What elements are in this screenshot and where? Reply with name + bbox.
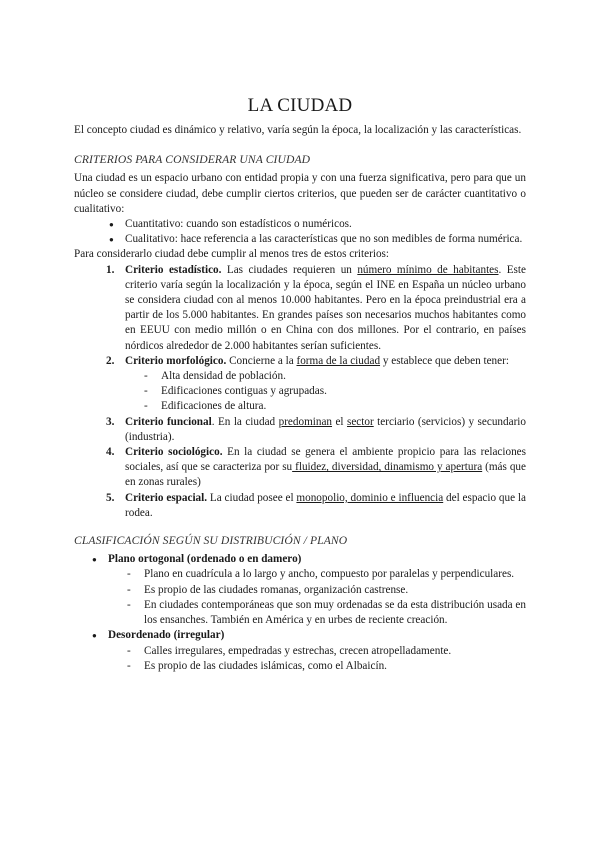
section-heading-clasificacion: CLASIFICACIÓN SEGÚN SU DISTRIBUCIÓN / PLANO (74, 534, 348, 548)
criterios-paragraph: Una ciudad es un espacio urbano con entidad propia y con una fuerza significativa, pero para que un núcleo se considere ciudad, debe cumplir ciertos criterios, que pueden ser de carácter cuantitativo o cualitativo: (74, 172, 526, 215)
criterion-name: Criterio espacial. (125, 491, 208, 504)
criteria-list (74, 263, 526, 521)
criterion-underlined-text: forma de la ciudad (296, 354, 381, 367)
criterion-name: Criterio funcional (125, 415, 212, 428)
criterion-text: En la ciudad se genera el ambiente propicio para las relaciones sociales, así que se caracteriza por su (125, 446, 526, 474)
criterion-sociologico (106, 445, 526, 491)
criterion-text: La ciudad posee el (207, 491, 297, 504)
criterion-underlined-text: número mínimo de habitantes (357, 263, 499, 276)
list-item: - Edificaciones contiguas y agrupadas. (144, 384, 526, 399)
document-title: LA CIUDAD (247, 95, 353, 116)
criterion-number: 1. (106, 263, 115, 276)
section-heading-criterios: CRITERIOS PARA CONSIDERAR UNA CIUDAD (74, 153, 311, 167)
criterion-text: (más que en zonas rurales) (125, 461, 526, 489)
criterion-name: Criterio morfológico. (125, 354, 227, 367)
criterion-text: . Este criterio varía según la localización y la época, según el INE en España un núcleo urbano se considera ciudad con al menos 10.000 habitantes. Pero en la época preindustrial era a partir de los 5.000 habitantes. En grandes países son necesarios muchos habitantes como en EEUU con medio millón o en China con dos millones. Por el contrario, en países nórdicos alrededor de 2.000 habitantes serían suficientes. (125, 263, 526, 352)
list-item: - Edificaciones de altura. (144, 399, 526, 414)
criterion-underlined-text: predominan (278, 415, 333, 428)
ortogonal-sublist (108, 567, 526, 628)
document-page (74, 94, 526, 674)
criterion-underlined-text: sector (346, 415, 374, 428)
list-item: - Alta densidad de población. (144, 369, 526, 384)
criterion-underlined-text: fluidez, diversidad, dinamismo y apertura (292, 461, 483, 474)
criterion-text: . En la ciudad (211, 415, 279, 428)
desordenado-sublist (108, 644, 526, 674)
criterion-funcional (106, 415, 526, 445)
criterion-underlined-text: monopolio, dominio e influencia (296, 491, 444, 504)
list-item: - Plano en cuadrícula a lo largo y ancho, compuesto por paralelas y perpendiculares. (127, 567, 526, 582)
plan-type-label: Plano ortogonal (ordenado o en damero) (108, 553, 302, 566)
list-item: - Es propio de las ciudades islámicas, como el Albaicín. (127, 659, 526, 674)
plano-desordenado (92, 628, 526, 674)
criterion-number: 4. (106, 446, 115, 459)
criterion-name: Criterio sociológico. (125, 446, 223, 459)
criterion-text: Concierne a la (226, 354, 297, 367)
morfologico-sublist (125, 369, 526, 415)
criterion-number: 5. (106, 491, 115, 504)
criterion-name: Criterio estadístico. (125, 263, 222, 276)
criterion-espacial (106, 491, 526, 521)
criterion-text: del espacio que la rodea. (125, 491, 526, 519)
bullet-cualitativo: ● Cualitativo: hace referencia a las características que no son medibles de forma numérica. (109, 232, 526, 247)
list-item: - Calles irregulares, empedradas y estrechas, crecen atropelladamente. (127, 644, 526, 659)
criterion-text: Las ciudades requieren un (221, 263, 358, 276)
clasificacion-list (74, 552, 526, 674)
criterion-number: 3. (106, 415, 115, 428)
list-item: - Es propio de las ciudades romanas, organización castrense. (127, 583, 526, 598)
bullet-cuantitativo: ● Cuantitativo: cuando son estadísticos o numéricos. (109, 217, 526, 232)
list-item: - En ciudades contemporáneas que son muy ordenadas se da esta distribución usada en los ensanches. También en América y en urbes de reciente creación. (127, 598, 526, 628)
criterion-morfologico (106, 354, 526, 415)
plano-ortogonal (92, 552, 526, 628)
criterion-text: terciario (servicios) y secundario (industria). (125, 415, 526, 443)
criterion-estadistico (106, 263, 526, 354)
criterios-intro-line: Para considerarlo ciudad debe cumplir al menos tres de estos criterios: (74, 248, 390, 261)
criterion-number: 2. (106, 354, 115, 367)
intro-paragraph: El concepto ciudad es dinámico y relativo, varía según la época, la localización y las características. (74, 124, 522, 136)
plan-type-label: Desordenado (irregular) (108, 629, 225, 642)
criterios-bullet-list (74, 217, 526, 247)
criterion-text: el (332, 415, 347, 428)
criterion-text: y establece que deben tener: (380, 354, 509, 367)
